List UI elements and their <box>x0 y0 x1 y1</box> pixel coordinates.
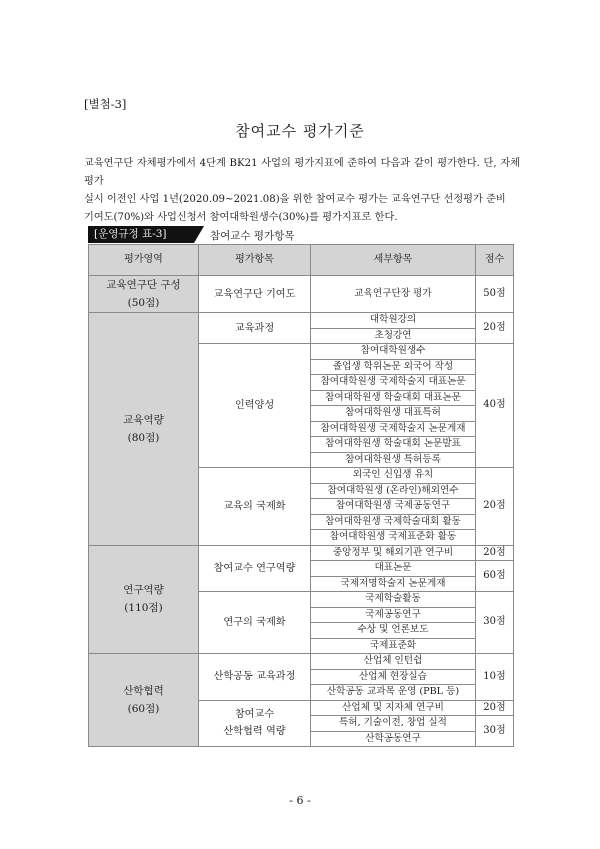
score-cell: 20점 <box>476 313 514 344</box>
score-cell: 20점 <box>476 468 514 546</box>
item-cell: 인력양성 <box>199 344 311 468</box>
area-points: (80점) <box>127 431 160 444</box>
evaluation-table <box>88 244 514 747</box>
detail-cell: 참여대학원생수 <box>311 344 476 360</box>
item-cell: 산학공동 교육과정 <box>199 654 311 701</box>
item-cell: 교육과정 <box>199 313 311 344</box>
area-name: 연구역량 <box>123 584 164 597</box>
detail-cell: 참여대학원생 국제표준화 활동 <box>311 530 476 546</box>
item-cell <box>199 700 311 747</box>
area-points: (60점) <box>127 703 160 715</box>
attachment-label: [별첨-3] <box>84 97 127 111</box>
score-cell: 50점 <box>476 276 514 313</box>
detail-cell: 산학공동 교과목 운영 (PBL 등) <box>311 685 476 701</box>
paragraph-line: 실시 이전인 사업 1년(2020.09~2021.08)을 위한 참여교수 평가는 교육연구단 선정평가 준비 <box>84 194 506 205</box>
detail-cell: 국제표준화 <box>311 638 476 654</box>
detail-cell: 참여대학원생 학술대회 논문발표 <box>311 437 476 453</box>
area-cell <box>89 545 199 654</box>
item-line: 참여교수 <box>234 709 275 721</box>
detail-cell: 특허, 기술이전, 창업 실적 <box>311 716 476 732</box>
detail-cell: 산학공동연구 <box>311 731 476 747</box>
detail-cell: 국제학술활동 <box>311 592 476 608</box>
page-title: 참여교수 평가기준 <box>235 122 365 140</box>
item-cell: 교육의 국제화 <box>199 468 311 546</box>
header-area: 평가영역 <box>89 245 199 276</box>
detail-cell: 산업체 및 지자체 연구비 <box>311 700 476 716</box>
item-cell: 참여교수 연구역량 <box>199 545 311 592</box>
area-cell <box>89 276 199 313</box>
detail-cell: 참여대학원생 국제학술지 논문게재 <box>311 421 476 437</box>
area-points: (110점) <box>124 602 163 615</box>
score-cell: 30점 <box>476 592 514 654</box>
detail-cell: 대학원강의 <box>311 313 476 329</box>
detail-cell: 대표논문 <box>311 561 476 577</box>
detail-cell: 참여대학원생 학술대회 대표논문 <box>311 390 476 406</box>
table-row <box>89 313 514 329</box>
detail-cell: 교육연구단장 평가 <box>311 276 476 313</box>
score-cell: 20점 <box>476 700 514 716</box>
page-number: - 6 - <box>289 794 311 807</box>
header-score: 점수 <box>476 245 514 276</box>
detail-cell: 수상 및 언론보도 <box>311 623 476 639</box>
header-detail: 세부항목 <box>311 245 476 276</box>
item-line: 산학협력 역량 <box>223 726 286 738</box>
table-row <box>89 276 514 313</box>
item-cell: 연구의 국제화 <box>199 592 311 654</box>
detail-cell: 졸업생 학위논문 외국어 작성 <box>311 359 476 375</box>
table-header-row <box>89 245 514 276</box>
score-cell: 40점 <box>476 344 514 468</box>
detail-cell: 국제공동연구 <box>311 607 476 623</box>
intro-paragraph <box>84 155 520 227</box>
area-name: 산학협력 <box>123 685 164 697</box>
paragraph-line: 교육연구단 자체평가에서 4단계 BK21 사업의 평가지표에 준하여 다음과 같이 평가한다. 단, 자체평가 <box>84 158 520 187</box>
score-cell: 20점 <box>476 545 514 561</box>
detail-cell: 국제저명학술지 논문게재 <box>311 576 476 592</box>
table-caption: 참여교수 평가항목 <box>210 230 295 242</box>
detail-cell: 산업체 인턴쉽 <box>311 654 476 670</box>
area-name: 교육역량 <box>123 413 164 426</box>
table-tag-corner <box>194 226 204 243</box>
detail-cell: 초청강연 <box>311 328 476 344</box>
detail-cell: 참여대학원생 국제학술지 대표논문 <box>311 375 476 391</box>
detail-cell: 참여대학원생 특허등록 <box>311 452 476 468</box>
item-cell: 교육연구단 기여도 <box>199 276 311 313</box>
table-row <box>89 654 514 670</box>
table-tag: [운영규정 표-3] <box>88 226 194 243</box>
detail-cell: 중앙정부 및 해외기관 연구비 <box>311 545 476 561</box>
area-points: (50점) <box>127 297 160 309</box>
area-name: 교육연구단 구성 <box>106 279 181 291</box>
header-item: 평가항목 <box>199 245 311 276</box>
detail-cell: 외국인 신입생 유치 <box>311 468 476 484</box>
area-cell <box>89 313 199 546</box>
table-row <box>89 545 514 561</box>
score-cell: 30점 <box>476 716 514 747</box>
area-cell <box>89 654 199 747</box>
detail-cell: 참여대학원생 국제학술대회 활동 <box>311 514 476 530</box>
detail-cell: 산업체 현장실습 <box>311 669 476 685</box>
paragraph-line: 기여도(70%)와 사업신청서 참여대학원생수(30%)를 평가지표로 한다. <box>84 212 398 223</box>
detail-cell: 참여대학원생 국제공동연구 <box>311 499 476 515</box>
score-cell: 10점 <box>476 654 514 701</box>
detail-cell: 참여대학원생 대표특허 <box>311 406 476 422</box>
detail-cell: 참여대학원생 (온라인)해외연수 <box>311 483 476 499</box>
score-cell: 60점 <box>476 561 514 592</box>
